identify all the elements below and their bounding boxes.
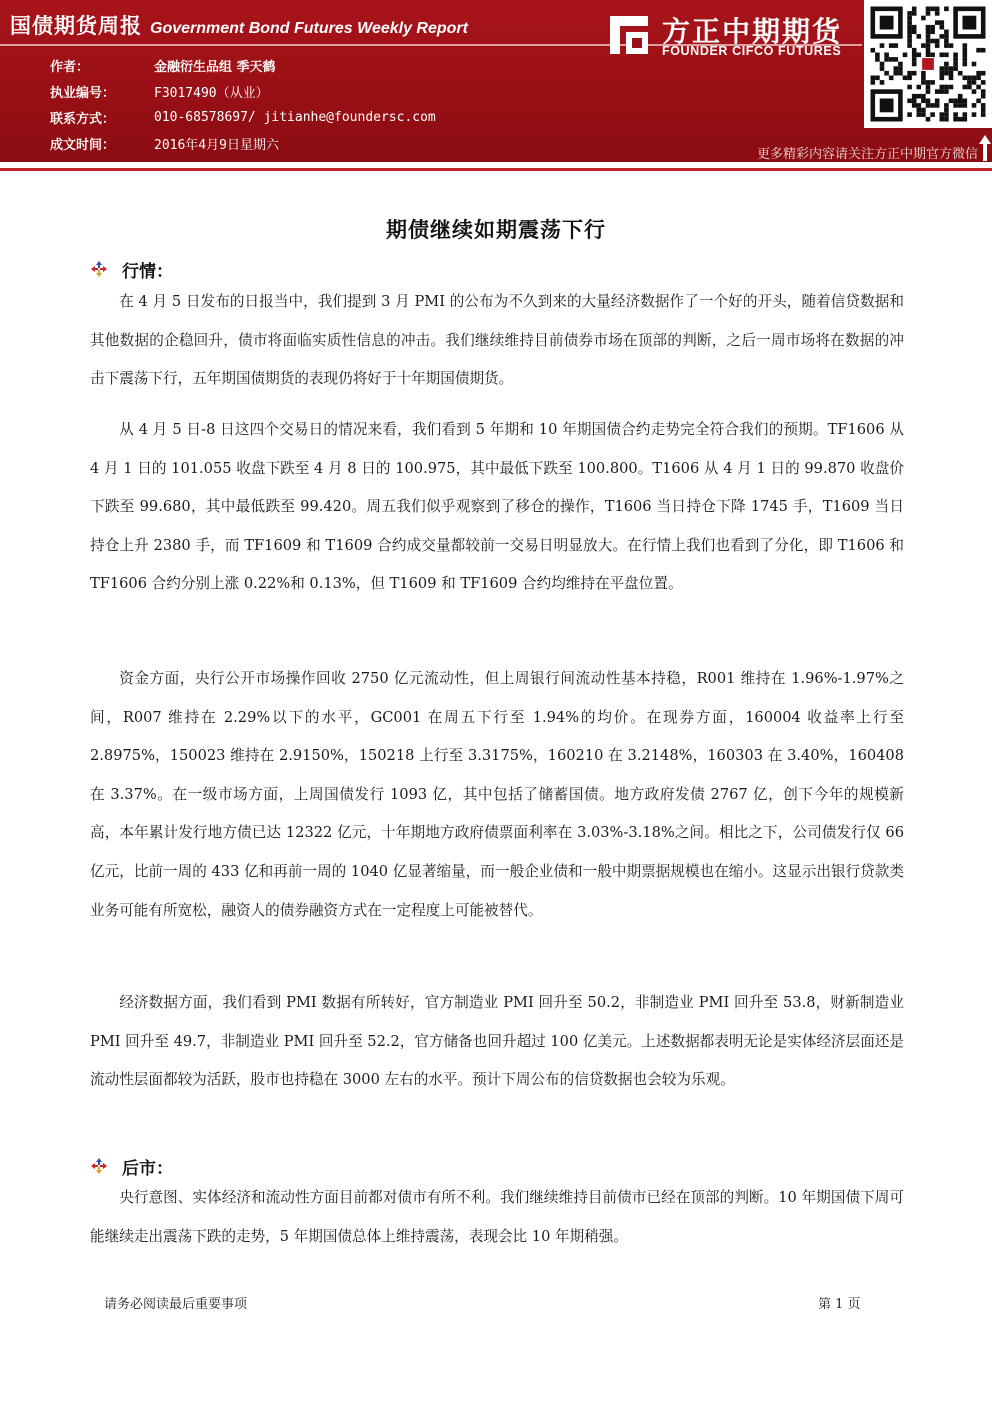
meta-license-label: 执业编号：	[50, 85, 116, 101]
paragraph-market-1: 在 4 月 5 日发布的日报当中，我们提到 3 月 PMI 的公布为不久到来的大量经济数据作了一个好的开头，随着信贷数据和其他数据的企稳回升，债市将面临实质性信息的冲击。我们继续维持目前债券市场在顶部的判断，之后一周市场将在数据的冲击下震荡下行，五年期国债期货的表现仍将好于十年期国债期货。	[90, 293, 904, 388]
meta-author-value: 金融衍生品组 季天鹤	[154, 59, 276, 75]
meta-license	[50, 78, 436, 104]
arrow-up-icon	[978, 134, 992, 162]
bullet-arrows-icon	[90, 1157, 108, 1175]
footer-disclaimer: 请务必阅读最后重要事项	[104, 1297, 248, 1312]
author-meta	[50, 52, 436, 156]
paragraph-outlook-1: 央行意图、实体经济和流动性方面目前都对债市有所不利。我们继续维持目前债市已经在顶部的判断。10 年期国债下周可能继续走出震荡下跌的走势，5 年期国债总体上维持震荡，表现会比 10 年期稍强。	[90, 1189, 904, 1245]
header-bottom-rule	[0, 168, 992, 171]
article-title: 期债继续如期震荡下行	[386, 218, 606, 242]
qr-code-icon	[864, 0, 992, 128]
paragraph-market-2: 从 4 月 5 日-8 日这四个交易日的情况来看，我们看到 5 年期和 10 年期国债合约走势完全符合我们的预期。TF1606 从 4 月 1 日的 101.055 收盘下跌至 4 月 8 日的 100.975，其中最低下跌至 100.800。T1606 从 4 月 1 日的 99.870 收盘价下跌至 99.680，其中最低跌至 99.420。周五我们似乎观察到了移仓的操作，T1606 当日持仓下降 1745 手，T1609 当日持仓上升 2380 手，而 TF1609 和 T1609 合约成交量都较前一交易日明显放大。在行情上我们也看到了分化，即 T1606 和 TF1606 合约分别上涨 0.22%和 0.13%，但 T1609 和 TF1609 合约均维持在平盘位置。	[90, 421, 904, 593]
bullet-arrows-icon	[90, 260, 108, 278]
page-number: 第 1 页	[818, 1297, 861, 1312]
section-label-market: 行情：	[122, 261, 173, 282]
meta-date	[50, 130, 436, 156]
follow-wechat-text: 更多精彩内容请关注方正中期官方微信	[756, 147, 978, 162]
section-heading-market	[90, 256, 173, 282]
wechat-qr-code[interactable]	[864, 0, 992, 128]
company-logo	[604, 8, 860, 64]
report-title-en: Government Bond Futures Weekly Report	[150, 20, 468, 37]
meta-contact	[50, 104, 436, 130]
founder-logo-icon	[604, 10, 654, 60]
report-header-banner	[0, 0, 992, 162]
meta-date-label: 成文时间：	[50, 137, 116, 153]
logo-text-en: FOUNDER CIFCO FUTURES	[662, 44, 842, 58]
meta-date-value: 2016年4月9日星期六	[154, 137, 279, 153]
paragraph-market-4: 经济数据方面，我们看到 PMI 数据有所转好，官方制造业 PMI 回升至 50.2，非制造业 PMI 回升至 53.8，财新制造业 PMI 回升至 49.7，非制造业 PMI 回升至 52.2，官方储备也回升超过 100 亿美元。上述数据都表明无论是实体经济层面还是流动性层面都较为活跃，股市也持稳在 3000 左右的水平。预计下周公布的信贷数据也会较为乐观。	[90, 994, 904, 1089]
section-heading-outlook	[90, 1153, 173, 1179]
meta-contact-value[interactable]: 010-68578697/ jitianhe@foundersc.com	[154, 109, 436, 125]
paragraph-market-3: 资金方面，央行公开市场操作回收 2750 亿元流动性，但上周银行间流动性基本持稳，R001 维持在 1.96%-1.97%之间，R007 维持在 2.29%以下的水平，GC001 在周五下行至 1.94%的均价。在现券方面，160004 收益率上行至 2.8975%，150023 维持在 2.9150%，150218 上行至 3.3175%，160210 在 3.2148%，160303 在 3.40%，160408 在 3.37%。在一级市场方面，上周国债发行 1093 亿，其中包括了储蓄国债。地方政府发债 2767 亿，创下今年的规模新高，本年累计发行地方债已达 12322 亿元，十年期地方政府债票面利率在 3.03%-3.18%之间。相比之下，公司债发行仅 66 亿元，比前一周的 433 亿和再前一周的 1040 亿显著缩量，而一般企业债和一般中期票据规模也在缩小。这显示出银行贷款类业务可能有所宽松，融资人的债券融资方式在一定程度上可能被替代。	[90, 670, 904, 919]
report-title-row	[10, 10, 468, 44]
report-title-cn: 国债期货周报	[10, 14, 142, 38]
logo-text-cn: 方正中期期货	[662, 15, 843, 48]
section-label-outlook: 后市：	[122, 1158, 173, 1179]
meta-author	[50, 52, 436, 78]
meta-author-label: 作者：	[50, 59, 90, 75]
meta-contact-label: 联系方式：	[50, 111, 116, 127]
meta-license-value: F3017490（从业）	[154, 85, 269, 101]
